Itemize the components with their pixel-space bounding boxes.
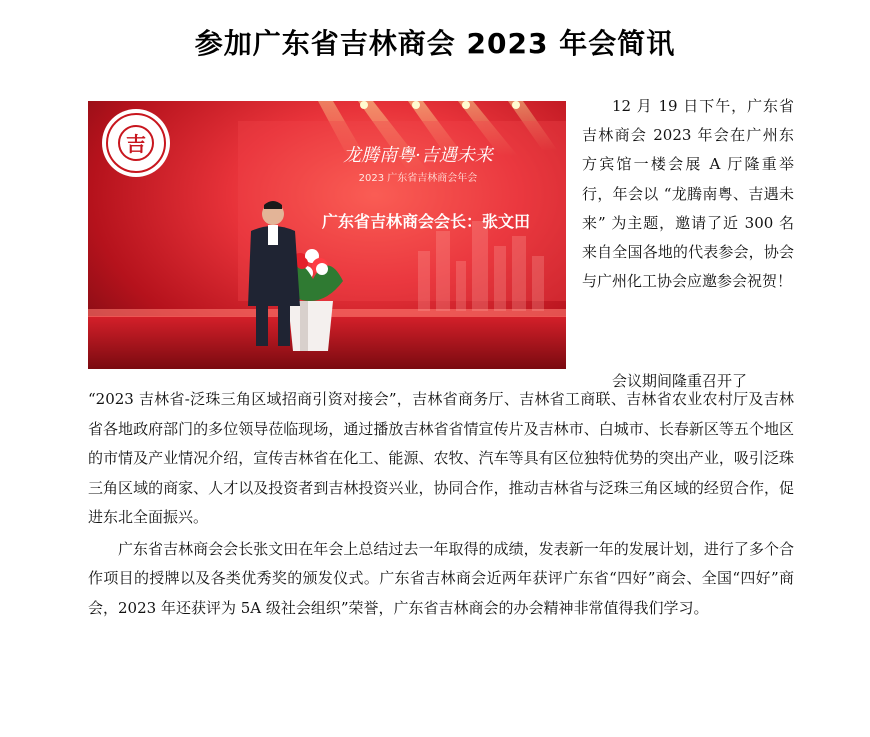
- paragraph-2-body: “2023 吉林省-泛珠三角区域招商引资对接会”，吉林省商务厅、吉林省工商联、吉林省农业农村厅及吉林省各地政府部门的多位领导莅临现场，通过播放吉林省省情宣传片及吉林市、白城市、长春新区等五个地区的市情及产业情况介绍，宣传吉林省在化工、能源、农牧、汽车等具有区位独特优势的突出产业，吸引泛珠三角区域的商家、人才以及投资者到吉林投资兴业，协同合作，推动吉林省与泛珠三角区域的经贸合作，促进东北全面振兴。: [88, 390, 794, 526]
- paragraph-1: 12 月 19 日下午，广东省吉林商会 2023 年会在广州东方宾馆一楼会展 A 厅隆重举行，年会以 “龙腾南粤、吉遇未来” 为主题，邀请了近 300 名来自全国各地的代表参会，协会与广州化工协会应邀参会祝贺！: [582, 97, 794, 291]
- logo-glyph: 吉: [126, 132, 146, 156]
- screen-slogan: 龙腾南粤·吉遇未来: [343, 145, 493, 166]
- side-paragraph: [582, 92, 794, 296]
- speaker-caption: 广东省吉林商会会长：张文田: [321, 212, 531, 231]
- screen-subtitle: 2023 广东省吉林商会年会: [358, 173, 478, 184]
- article-body: [88, 385, 794, 623]
- event-photo-illustration: [88, 101, 566, 369]
- article-title: 参加广东省吉林商会 2023 年会简讯: [194, 27, 676, 60]
- paragraph-2-lead: 会议期间隆重召开了: [612, 372, 748, 390]
- paragraph-3: 广东省吉林商会会长张文田在年会上总结过去一年取得的成绩，发表新一年的发展计划，进行了多个合作项目的授牌以及各类优秀奖的颁发仪式。广东省吉林商会近两年获评广东省“四好”商会、全国“四好”商会，2023 年还获评为 5A 级社会组织”荣誉，广东省吉林商会的办会精神非常值得我们学习。: [88, 539, 794, 617]
- event-photo: [88, 101, 566, 369]
- chamber-logo: [102, 109, 170, 177]
